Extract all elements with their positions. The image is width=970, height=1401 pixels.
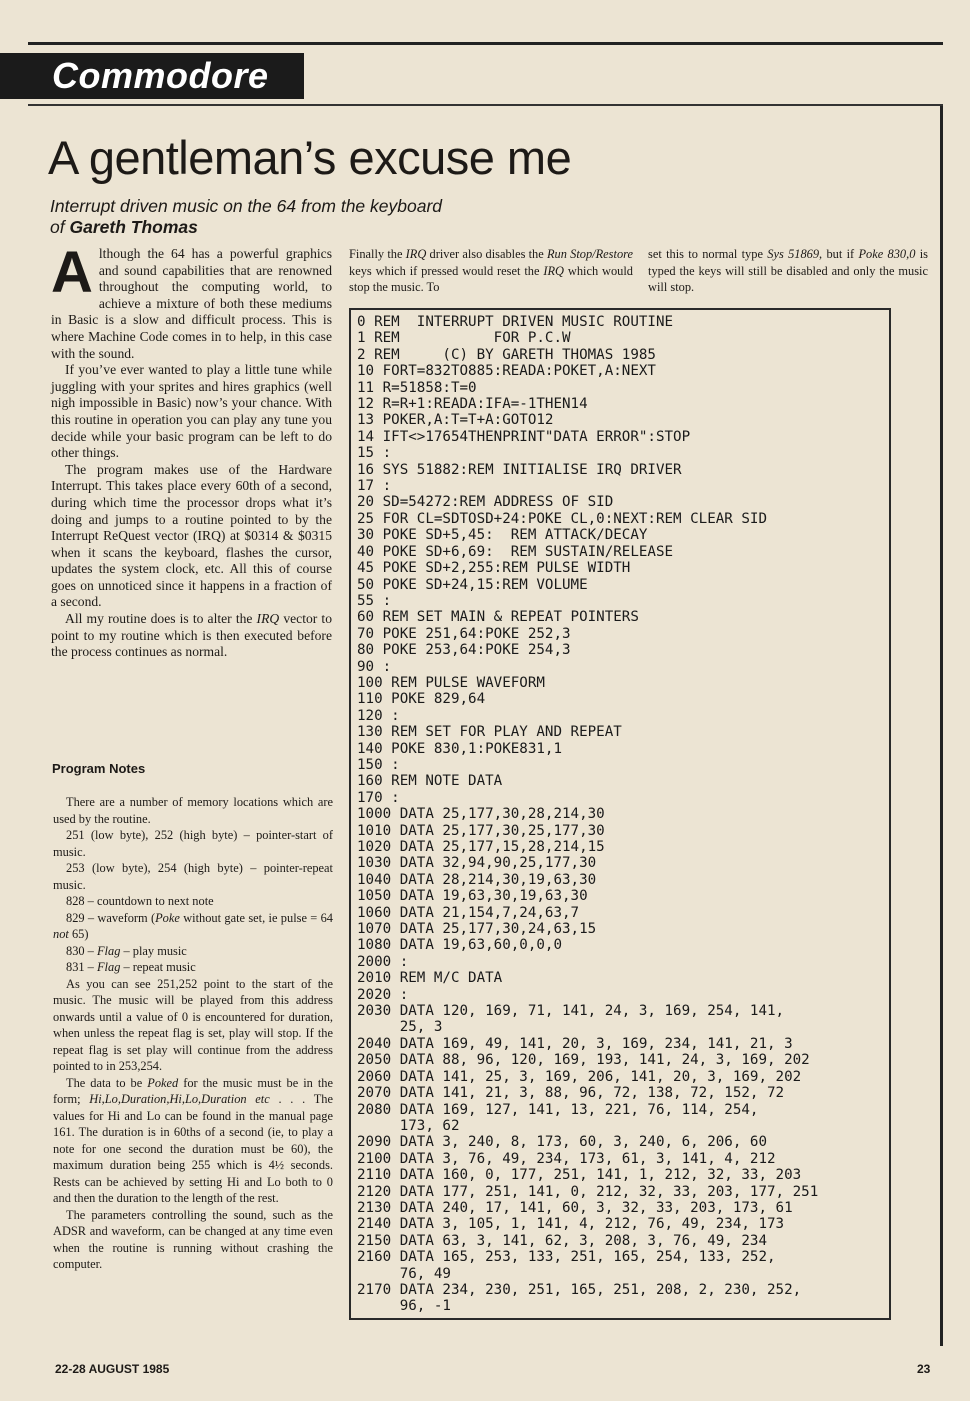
listing-line: 150 : bbox=[357, 756, 400, 773]
listing-line: 100 REM PULSE WAVEFORM bbox=[357, 674, 545, 691]
listing-line: 15 : bbox=[357, 445, 392, 462]
listing-line: 1010 DATA 25,177,30,25,177,30 bbox=[357, 822, 605, 839]
author-name: Gareth Thomas bbox=[69, 217, 198, 237]
note-paragraph: 253 (low byte), 254 (high byte) – pointer-repeat music. bbox=[53, 861, 333, 892]
listing-line: 1030 DATA 32,94,90,25,177,30 bbox=[357, 855, 597, 872]
listing-line: 2040 DATA 169, 49, 141, 20, 3, 169, 234, 141, 21, 3 bbox=[357, 1035, 793, 1052]
deck-subtitle: Interrupt driven music on the 64 from the keyboard bbox=[50, 196, 443, 216]
note-paragraph: The parameters controlling the sound, such as the ADSR and waveform, can be changed at any time even when the routine is running without crashing the computer. bbox=[53, 1207, 333, 1271]
note-paragraph: 829 – waveform (Poke without gate set, ie pulse = 64 not 65) bbox=[53, 910, 333, 941]
listing-line: 1000 DATA 25,177,30,28,214,30 bbox=[357, 806, 605, 823]
intro-column-3: set this to normal type Sys 51869, but if Poke 830,0 is typed the keys will still be disabled and only the music will stop. bbox=[648, 247, 928, 295]
listing-line: 80 POKE 253,64:POKE 254,3 bbox=[357, 642, 571, 659]
listing-line: 50 POKE SD+24,15:REM VOLUME bbox=[357, 576, 588, 593]
listing-line: 2030 DATA 120, 169, 71, 141, 24, 3, 169, 254, 141, bbox=[357, 1003, 785, 1020]
listing-line: 2000 : bbox=[357, 953, 409, 970]
body-paragraph: The program makes use of the Hardware Interrupt. This takes place every 60th of a second, during which time the processor drops what it’s doing and jumps to a routine pointed to by the Interrupt ReQuest vector (IRQ) at $0314 & $0315 when it scans the keyboard, flashes the cursor, updates the system clock, etc. All this of course goes on unnoticed since it happens in a fraction of a second. bbox=[51, 461, 332, 610]
listing-line: 55 : bbox=[357, 592, 392, 609]
listing-line: 1050 DATA 19,63,30,19,63,30 bbox=[357, 888, 588, 905]
listing-line: 2150 DATA 63, 3, 141, 62, 3, 208, 3, 76, 49, 234 bbox=[357, 1232, 767, 1249]
listing-line: 10 FORT=832TO885:READA:POKET,A:NEXT bbox=[357, 363, 656, 380]
listing-line: 2140 DATA 3, 105, 1, 141, 4, 212, 76, 49, 234, 173 bbox=[357, 1216, 785, 1233]
listing-line: 1040 DATA 28,214,30,19,63,30 bbox=[357, 871, 597, 888]
note-paragraph: 831 – Flag – repeat music bbox=[66, 960, 196, 974]
listing-line: 140 POKE 830,1:POKE831,1 bbox=[357, 740, 562, 757]
page-number: 23 bbox=[917, 1362, 931, 1376]
body-paragraph: All my routine does is to alter the IRQ vector to point to my routine which is then executed before the process continues as normal. bbox=[51, 611, 332, 660]
listing-line: 76, 49 bbox=[357, 1265, 451, 1282]
body-paragraph: Although the 64 has a powerful graphics and sound capabilities that are renowned throughout the computing world, to achieve a mixture of both these mediums in Basic is a slow and difficult process. This is where Machine Code comes in to help, in this case with the sound. bbox=[51, 240, 332, 361]
listing-line: 13 POKER,A:T=T+A:GOTO12 bbox=[357, 412, 554, 429]
byline-by: of bbox=[50, 217, 65, 237]
listing-line: 0 REM INTERRUPT DRIVEN MUSIC ROUTINE bbox=[357, 314, 674, 330]
listing-line: 2070 DATA 141, 21, 3, 88, 96, 72, 138, 72, 152, 72 bbox=[357, 1085, 785, 1102]
listing-line: 16 SYS 51882:REM INITIALISE IRQ DRIVER bbox=[357, 461, 682, 478]
listing-line: 2020 : bbox=[357, 986, 409, 1003]
header-rule bbox=[28, 104, 943, 106]
byline bbox=[50, 217, 570, 238]
listing-line: 2170 DATA 234, 230, 251, 165, 251, 208, 2, 230, 252, bbox=[357, 1281, 802, 1298]
body-paragraph: If you’ve ever wanted to play a little tune while juggling with your sprites and hires graphics (well nigh impossible in Basic) now’s your chance. With this routine in operation you can play any tune you decide while your basic program can be left to do other things. bbox=[51, 362, 332, 461]
note-paragraph: There are a number of memory locations which are used by the routine. bbox=[53, 795, 333, 826]
listing-line: 2060 DATA 141, 25, 3, 169, 206, 141, 20, 3, 169, 202 bbox=[357, 1068, 802, 1085]
program-notes bbox=[53, 794, 333, 1273]
listing-line: 1020 DATA 25,177,15,28,214,15 bbox=[357, 839, 605, 855]
note-paragraph: The data to be Poked for the music must be in the form; Hi,Lo,Duration,Hi,Lo,Duration etc . . . The values for Hi and Lo can be found in the manual page 161. The duration is in 60ths of a second (ie, to play a note for one second the duration must be 60), the maximum duration being 255 which is 4½ seconds. Rests can be achieved by setting Hi and Lo both to 0 and then the duration to the length of the rest. bbox=[53, 1075, 333, 1205]
listing-line: 120 : bbox=[357, 707, 400, 724]
note-paragraph: 830 – Flag – play music bbox=[66, 943, 187, 958]
listing-line: 160 REM NOTE DATA bbox=[357, 773, 503, 790]
intro-column-2: Finally the IRQ driver also disables the Run Stop/Restore keys which if pressed would reset the IRQ which would stop the music. To bbox=[349, 247, 634, 295]
listing-line: 17 : bbox=[357, 478, 392, 495]
listing-line: 2110 DATA 160, 0, 177, 251, 141, 1, 212, 32, 33, 203 bbox=[357, 1167, 802, 1184]
issue-date: 22-28 AUGUST 1985 bbox=[55, 1362, 170, 1376]
listing-line: 130 REM SET FOR PLAY AND REPEAT bbox=[357, 724, 622, 741]
program-listing bbox=[357, 314, 897, 1315]
listing-line: 2080 DATA 169, 127, 141, 13, 221, 76, 114, 254, bbox=[357, 1101, 759, 1118]
listing-line: 40 POKE SD+6,69: REM SUSTAIN/RELEASE bbox=[357, 543, 674, 560]
listing-line: 2120 DATA 177, 251, 141, 0, 212, 32, 33, 203, 177, 251 bbox=[357, 1183, 819, 1200]
top-rule bbox=[28, 42, 943, 45]
article-deck bbox=[50, 196, 570, 238]
listing-line: 60 REM SET MAIN & REPEAT POINTERS bbox=[357, 609, 639, 626]
listing-line: 90 : bbox=[357, 658, 392, 675]
listing-line: 2010 REM M/C DATA bbox=[357, 970, 503, 987]
listing-line: 25, 3 bbox=[357, 1019, 443, 1036]
program-notes-heading: Program Notes bbox=[52, 761, 146, 776]
listing-line: 2160 DATA 165, 253, 133, 251, 165, 254, 133, 252, bbox=[357, 1249, 776, 1266]
note-paragraph: 251 (low byte), 252 (high byte) – pointer-start of music. bbox=[53, 828, 333, 859]
listing-line: 11 R=51858:T=0 bbox=[357, 379, 477, 396]
listing-line: 110 POKE 829,64 bbox=[357, 691, 486, 708]
listing-line: 30 POKE SD+5,45: REM ATTACK/DECAY bbox=[357, 527, 648, 544]
listing-line: 170 : bbox=[357, 789, 400, 806]
note-paragraph: 828 – countdown to next note bbox=[66, 894, 214, 908]
listing-line: 2090 DATA 3, 240, 8, 173, 60, 3, 240, 6, 206, 60 bbox=[357, 1134, 767, 1151]
listing-line: 12 R=R+1:READA:IFA=-1THEN14 bbox=[357, 396, 588, 413]
body-column bbox=[51, 240, 332, 661]
article-headline: A gentleman’s excuse me bbox=[48, 131, 572, 184]
listing-line: 20 SD=54272:REM ADDRESS OF SID bbox=[357, 494, 614, 511]
listing-line: 14 IFT<>17654THENPRINT"DATA ERROR":STOP bbox=[357, 428, 691, 445]
listing-line: 2050 DATA 88, 96, 120, 169, 193, 141, 24, 3, 169, 202 bbox=[357, 1052, 810, 1069]
listing-line: 1060 DATA 21,154,7,24,63,7 bbox=[357, 904, 580, 921]
listing-line: 96, -1 bbox=[357, 1298, 451, 1315]
drop-cap: A bbox=[51, 240, 93, 305]
listing-line: 70 POKE 251,64:POKE 252,3 bbox=[357, 625, 571, 642]
note-paragraph: As you can see 251,252 point to the start of the music. The music will be played from this address onwards until a value of 0 is encountered for duration, when unless the repeat flag is set, play will stop. If the repeat flag is set play will continue from the address pointed to in 253,254. bbox=[53, 976, 333, 1073]
listing-line: 25 FOR CL=SDTOSD+24:POKE CL,0:NEXT:REM CLEAR SID bbox=[357, 510, 767, 527]
listing-line: 2 REM (C) BY GARETH THOMAS 1985 bbox=[357, 346, 656, 363]
listing-line: 45 POKE SD+2,255:REM PULSE WIDTH bbox=[357, 560, 631, 577]
listing-line: 1070 DATA 25,177,30,24,63,15 bbox=[357, 921, 597, 938]
listing-line: 2100 DATA 3, 76, 49, 234, 173, 61, 3, 141, 4, 212 bbox=[357, 1150, 776, 1167]
listing-line: 173, 62 bbox=[357, 1117, 460, 1134]
section-title: Commodore bbox=[52, 55, 269, 96]
right-column-rule bbox=[940, 106, 943, 1346]
listing-line: 1080 DATA 19,63,60,0,0,0 bbox=[357, 937, 562, 954]
listing-line: 2130 DATA 240, 17, 141, 60, 3, 32, 33, 203, 173, 61 bbox=[357, 1199, 793, 1216]
listing-line: 1 REM FOR P.C.W bbox=[357, 330, 571, 347]
